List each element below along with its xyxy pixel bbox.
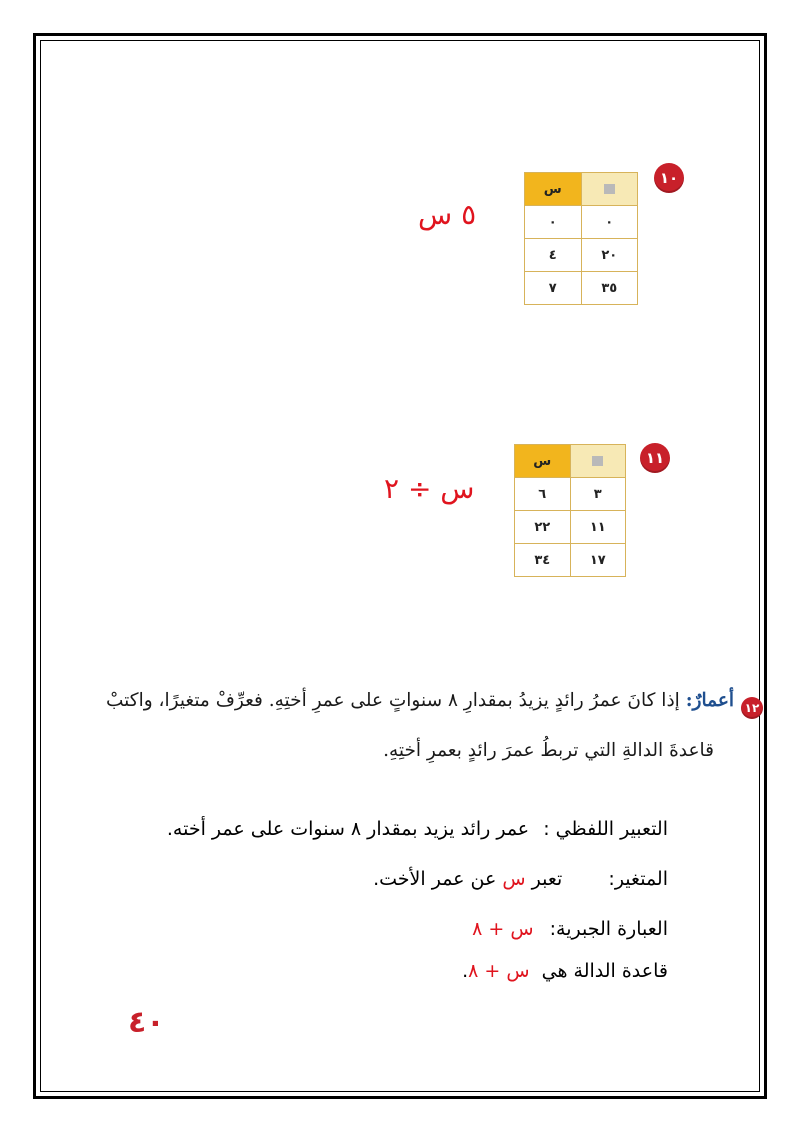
problem-10-badge: ١٠ [654,163,684,193]
problem-12-line1 [106,690,734,711]
table-cell: ١١ [570,511,626,544]
function-rule-line [462,960,668,982]
problem-10-answer: ٥ س [418,198,477,231]
table-cell: ٧ [525,272,582,305]
variable-post: عن عمر الأخت. [373,868,497,890]
verbal-value: عمر رائد يزيد بمقدار ٨ سنوات على عمر أخته. [166,818,530,840]
problem-12-badge: ١٢ [741,697,763,719]
table-cell: ٢٢ [515,511,571,544]
table-cell: ٢٠ [581,239,638,272]
table-cell: ١٧ [570,544,626,577]
table-cell: ٣٥ [581,272,638,305]
placeholder-square-icon [604,184,615,194]
expression-label: العبارة الجبرية: [549,918,668,940]
page-number: ٤٠ [128,1005,165,1040]
table-cell: ٦ [515,478,571,511]
expression-value: س + ٨ [472,918,534,940]
problem-11-table [514,444,626,577]
variable-line [373,868,668,890]
problem-11-badge: ١١ [640,443,670,473]
verbal-expression-line [167,818,668,840]
table-cell: ٤ [525,239,582,272]
problem-12-text-line2: قاعدةَ الدالةِ التي تربطُ عمرَ رائدٍ بعمرِ أختِهِ. [383,740,714,761]
variable-symbol: س [502,868,526,890]
rule-label: قاعدة الدالة هي [541,960,668,982]
input-header-cell: س [525,173,582,206]
table-cell: ٣ [570,478,626,511]
rule-end: . [462,960,469,982]
problem-12-text-line1: إذا كانَ عمرُ رائدٍ يزيدُ بمقدارِ ٨ سنواتٍ على عمرِ أختِهِ. فعرِّفْ متغيرًا، واكتبْ [106,690,680,711]
table-cell: ٠ [581,206,638,239]
table-cell: ٣٤ [515,544,571,577]
problem-10-table [524,172,638,305]
table-cell: ٠ [525,206,582,239]
placeholder-square-icon [592,456,603,466]
problem-11-answer: س ÷ ٢ [384,472,475,505]
input-header-cell: س [515,445,571,478]
algebraic-expression-line [472,918,668,940]
variable-pre: تعبر [531,868,563,890]
output-header-cell [581,173,638,206]
problem-12-label: أعمارٌ: [685,690,734,711]
rule-value: س + ٨ [468,960,530,982]
output-header-cell [570,445,626,478]
verbal-label: التعبير اللفظي : [543,818,668,840]
variable-label: المتغير: [608,868,668,890]
